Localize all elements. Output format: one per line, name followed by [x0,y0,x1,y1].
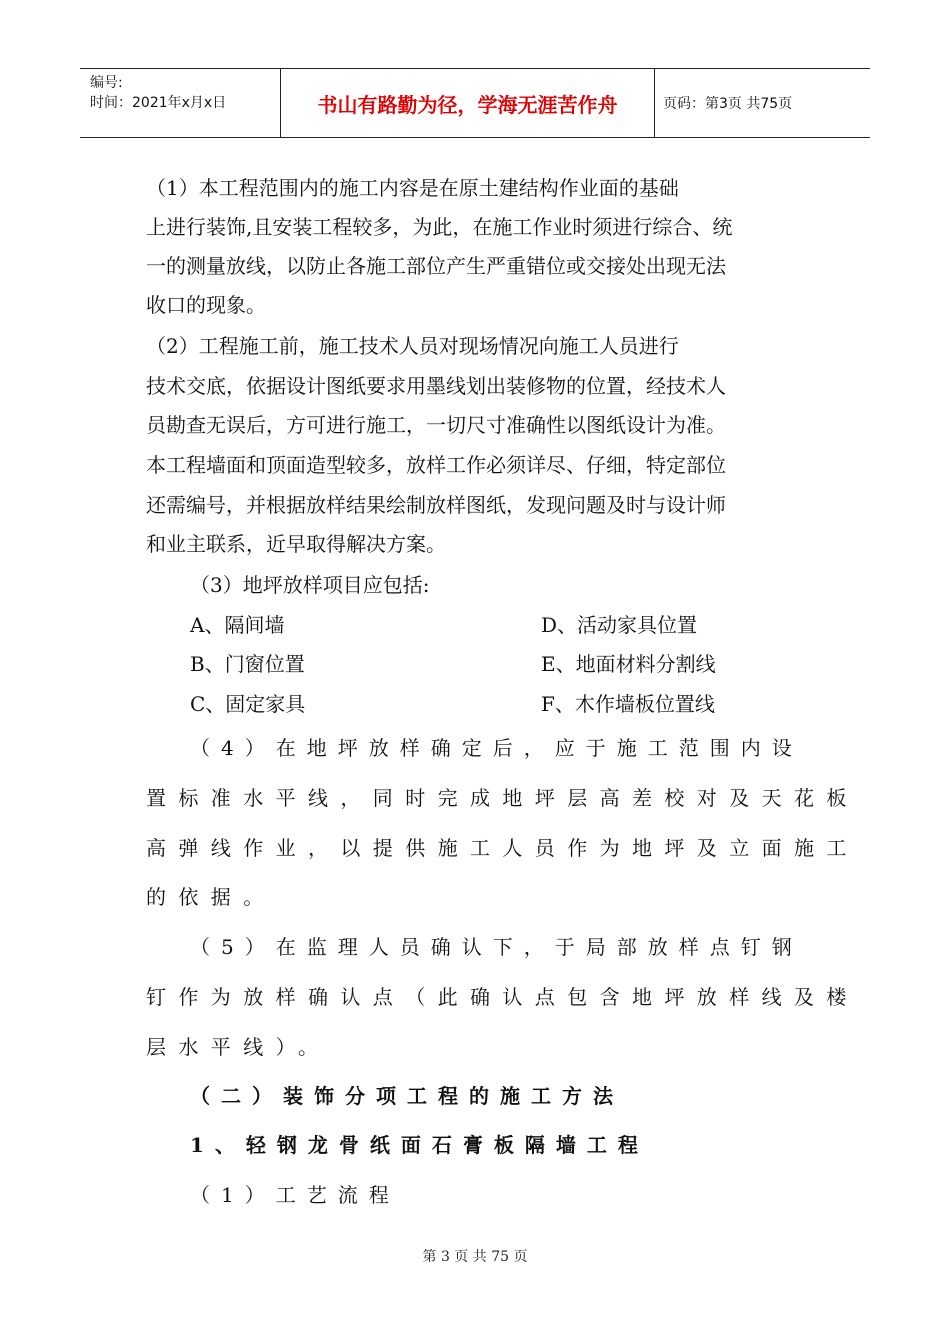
sub-item-title: （1）工艺流程 [190,1183,400,1207]
item-a: A、隔间墙 [190,613,285,637]
p1-line-4: 收口的现象。 [146,293,266,317]
p2-line-4: 本工程墙面和顶面造型较多，放样工作必须详尽、仔细，特定部位 [146,453,726,477]
header-meta [80,69,281,137]
p5-line-2: 钉作为放样确认点（此确认点包含地坪放样线及楼 [146,985,859,1009]
p2-line-3: 员勘查无误后，方可进行施工，一切尺寸准确性以图纸设计为准。 [146,413,726,437]
header-motto: 书山有路勤为径，学海无涯苦作舟 [281,69,655,137]
subsection-title: 1、轻钢龙骨纸面石膏板隔墙工程 [190,1133,649,1157]
item-d: D、活动家具位置 [541,613,698,637]
section-title: （二）装饰分项工程的施工方法 [190,1084,624,1108]
p1-line-3: 一的测量放线，以防止各施工部位产生严重错位或交接处出现无法 [146,254,726,278]
p3-title: （3）地坪放样项目应包括: [190,573,430,597]
p4-line-4: 的依据。 [146,885,276,909]
item-e: E、地面材料分割线 [541,652,716,676]
item-f: F、木作墙板位置线 [541,692,715,716]
date-label: 时间：2021年x月x日 [90,95,227,111]
item-c: C、固定家具 [190,692,306,716]
p2-line-1: （2）工程施工前，施工技术人员对现场情况向施工人员进行 [146,334,679,358]
number-label: 编号: [90,75,123,91]
p2-line-2: 技术交底，依据设计图纸要求用墨线划出装修物的位置，经技术人 [146,374,726,398]
item-b: B、门窗位置 [190,652,305,676]
p1-line-2: 上进行装饰,且安装工程较多，为此，在施工作业时须进行综合、统 [146,215,733,239]
p4-line-1: （4）在地坪放样确定后，应于施工范围内设 [190,736,803,760]
p4-line-2: 置标准水平线，同时完成地坪层高差校对及天花板 [146,786,859,810]
p2-line-5: 还需编号，并根据放样结果绘制放样图纸，发现问题及时与设计师 [146,493,726,517]
p5-line-3: 层水平线）。 [146,1035,331,1059]
page-header [80,68,870,138]
p1-line-1: （1）本工程范围内的施工内容是在原土建结构作业面的基础 [146,176,679,200]
page-footer: 第 3 页 共 75 页 [422,1249,528,1265]
p4-line-3: 高弹线作业，以提供施工人员作为地坪及立面施工 [146,836,859,860]
header-page-info: 页码：第3页 共75页 [663,96,793,112]
p5-line-1: （5）在监理人员确认下，于局部放样点钉钢 [190,935,803,959]
p2-line-6: 和业主联系，近早取得解决方案。 [146,532,446,556]
